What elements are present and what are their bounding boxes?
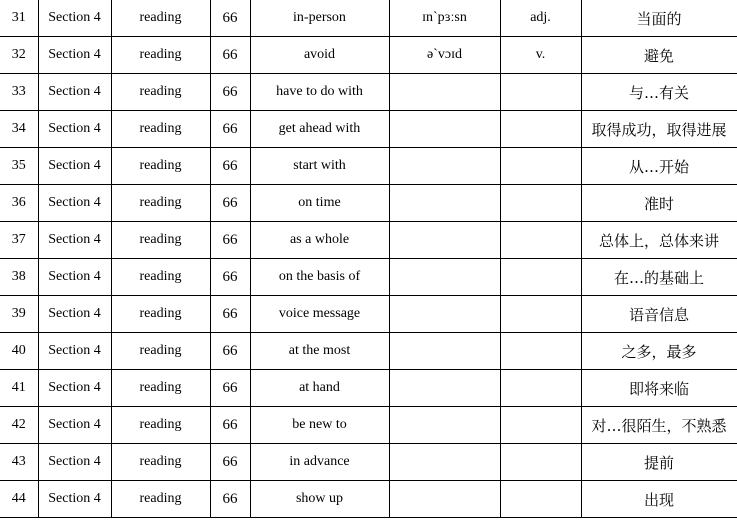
part-of-speech-cell [500, 148, 581, 185]
table-row [0, 148, 737, 185]
phonetic-cell [389, 481, 500, 518]
section-cell: Section 4 [38, 444, 111, 481]
row-number: 38 [0, 259, 38, 296]
page-cell: 66 [210, 444, 250, 481]
section-cell: Section 4 [38, 333, 111, 370]
word-cell: on time [250, 185, 389, 222]
word-cell: get ahead with [250, 111, 389, 148]
part-of-speech-cell [500, 444, 581, 481]
table-row [0, 333, 737, 370]
part-of-speech-cell: v. [500, 37, 581, 74]
section-cell: Section 4 [38, 37, 111, 74]
row-number: 44 [0, 481, 38, 518]
part-of-speech-cell [500, 185, 581, 222]
page-cell: 66 [210, 148, 250, 185]
section-cell: Section 4 [38, 370, 111, 407]
section-cell: Section 4 [38, 0, 111, 37]
row-number: 31 [0, 0, 38, 37]
word-cell: in-person [250, 0, 389, 37]
section-cell: Section 4 [38, 74, 111, 111]
meaning-cell: 取得成功，取得进展 [581, 111, 737, 148]
phonetic-cell [389, 74, 500, 111]
part-cell: reading [111, 185, 210, 222]
phonetic-cell: ɪn`pɜːsn [389, 0, 500, 37]
part-of-speech-cell [500, 222, 581, 259]
meaning-cell: 在…的基础上 [581, 259, 737, 296]
table-row [0, 259, 737, 296]
phonetic-cell [389, 148, 500, 185]
meaning-cell: 语音信息 [581, 296, 737, 333]
page-cell: 66 [210, 37, 250, 74]
row-number: 42 [0, 407, 38, 444]
meaning-cell: 出现 [581, 481, 737, 518]
phonetic-cell: ə`vɔɪd [389, 37, 500, 74]
phonetic-cell [389, 444, 500, 481]
phonetic-cell [389, 296, 500, 333]
phonetic-cell [389, 259, 500, 296]
word-cell: have to do with [250, 74, 389, 111]
section-cell: Section 4 [38, 148, 111, 185]
part-of-speech-cell [500, 481, 581, 518]
part-of-speech-cell [500, 296, 581, 333]
row-number: 35 [0, 148, 38, 185]
meaning-cell: 对…很陌生，不熟悉 [581, 407, 737, 444]
part-cell: reading [111, 481, 210, 518]
word-cell: at hand [250, 370, 389, 407]
table-row [0, 37, 737, 74]
phonetic-cell [389, 111, 500, 148]
part-cell: reading [111, 37, 210, 74]
row-number: 32 [0, 37, 38, 74]
word-cell: start with [250, 148, 389, 185]
section-cell: Section 4 [38, 296, 111, 333]
part-of-speech-cell [500, 407, 581, 444]
row-number: 39 [0, 296, 38, 333]
word-cell: in advance [250, 444, 389, 481]
word-cell: avoid [250, 37, 389, 74]
page-cell: 66 [210, 296, 250, 333]
page-cell: 66 [210, 222, 250, 259]
phonetic-cell [389, 333, 500, 370]
part-cell: reading [111, 0, 210, 37]
part-cell: reading [111, 370, 210, 407]
table-row [0, 0, 737, 37]
part-of-speech-cell [500, 74, 581, 111]
page-cell: 66 [210, 259, 250, 296]
section-cell: Section 4 [38, 222, 111, 259]
table-row [0, 444, 737, 481]
word-cell: as a whole [250, 222, 389, 259]
meaning-cell: 从…开始 [581, 148, 737, 185]
row-number: 34 [0, 111, 38, 148]
section-cell: Section 4 [38, 481, 111, 518]
section-cell: Section 4 [38, 259, 111, 296]
part-of-speech-cell [500, 370, 581, 407]
meaning-cell: 准时 [581, 185, 737, 222]
word-cell: show up [250, 481, 389, 518]
section-cell: Section 4 [38, 111, 111, 148]
part-cell: reading [111, 333, 210, 370]
part-of-speech-cell [500, 333, 581, 370]
part-cell: reading [111, 259, 210, 296]
meaning-cell: 之多，最多 [581, 333, 737, 370]
row-number: 37 [0, 222, 38, 259]
table-row [0, 185, 737, 222]
phonetic-cell [389, 407, 500, 444]
row-number: 41 [0, 370, 38, 407]
table-row [0, 111, 737, 148]
page-cell: 66 [210, 333, 250, 370]
row-number: 33 [0, 74, 38, 111]
part-cell: reading [111, 296, 210, 333]
meaning-cell: 当面的 [581, 0, 737, 37]
page-cell: 66 [210, 370, 250, 407]
table-row [0, 481, 737, 518]
row-number: 36 [0, 185, 38, 222]
part-cell: reading [111, 74, 210, 111]
word-cell: on the basis of [250, 259, 389, 296]
page-cell: 66 [210, 185, 250, 222]
phonetic-cell [389, 185, 500, 222]
part-cell: reading [111, 148, 210, 185]
meaning-cell: 与…有关 [581, 74, 737, 111]
section-cell: Section 4 [38, 407, 111, 444]
table-row [0, 370, 737, 407]
part-cell: reading [111, 407, 210, 444]
meaning-cell: 避免 [581, 37, 737, 74]
table-row [0, 74, 737, 111]
phonetic-cell [389, 222, 500, 259]
section-cell: Section 4 [38, 185, 111, 222]
part-cell: reading [111, 444, 210, 481]
meaning-cell: 提前 [581, 444, 737, 481]
page-cell: 66 [210, 481, 250, 518]
part-cell: reading [111, 222, 210, 259]
meaning-cell: 总体上，总体来讲 [581, 222, 737, 259]
table-row [0, 222, 737, 259]
phonetic-cell [389, 370, 500, 407]
word-cell: at the most [250, 333, 389, 370]
page-cell: 66 [210, 111, 250, 148]
meaning-cell: 即将来临 [581, 370, 737, 407]
page-cell: 66 [210, 74, 250, 111]
row-number: 43 [0, 444, 38, 481]
row-number: 40 [0, 333, 38, 370]
part-of-speech-cell: adj. [500, 0, 581, 37]
page-cell: 66 [210, 407, 250, 444]
part-of-speech-cell [500, 111, 581, 148]
word-cell: voice message [250, 296, 389, 333]
part-of-speech-cell [500, 259, 581, 296]
table-row [0, 296, 737, 333]
part-cell: reading [111, 111, 210, 148]
page-cell: 66 [210, 0, 250, 37]
word-cell: be new to [250, 407, 389, 444]
table-row [0, 407, 737, 444]
